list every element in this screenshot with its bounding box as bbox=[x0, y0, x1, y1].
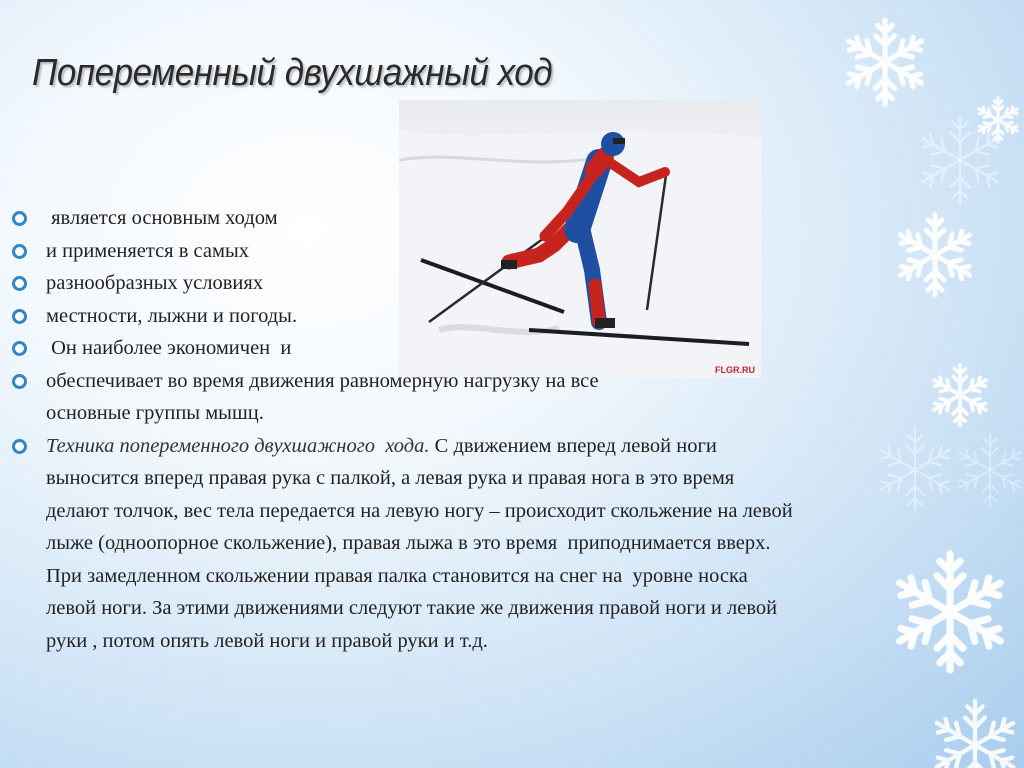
slide-body bbox=[12, 202, 797, 657]
bullet-circle-icon bbox=[12, 244, 27, 259]
bullet-item bbox=[12, 267, 797, 300]
slide-title: Попеременный двухшажный ход bbox=[32, 52, 553, 94]
bullet-item bbox=[12, 235, 797, 268]
bullet-circle-icon bbox=[12, 309, 27, 324]
bullet-text: Он наиболее экономичен и bbox=[46, 337, 292, 359]
technique-body: С движением вперед левой ноги выносится вперед правая рука с палкой, а левая рука и правая нога в это время делают толчок, вес тела передается на левую ногу – происходит скольжение на левой лыже (одноопорное скольжение), правая лыжа в это время приподнимается вверх. При замедленном скольжении правая палка становится на снег на уровне носка левой ноги. За этими движениями следуют такие же движения правой ноги и левой руки , потом опять левой ноги и правой руки и т.д. bbox=[46, 434, 798, 652]
bullet-item bbox=[12, 202, 797, 235]
technique-paragraph bbox=[46, 430, 797, 658]
bullet-item bbox=[12, 300, 797, 333]
bullet-circle-icon bbox=[12, 341, 27, 356]
bullet-circle-icon bbox=[12, 276, 27, 291]
bullet-text: разнообразных условиях bbox=[46, 272, 264, 294]
bullet-text: является основным ходом bbox=[46, 207, 278, 229]
bullet-circle-icon bbox=[12, 439, 27, 454]
bullet-item-technique bbox=[12, 430, 797, 658]
technique-heading: Техника попеременного двухшажного хода. bbox=[46, 434, 430, 457]
bullet-text: местности, лыжни и погоды. bbox=[46, 304, 298, 327]
bullet-text: обеспечивает во время движения равномерную нагрузку на все основные группы мышц. bbox=[46, 369, 599, 424]
bullet-item bbox=[12, 332, 797, 365]
photo-watermark: FLGR.RU bbox=[715, 365, 755, 375]
bullet-text: и применяется в самых bbox=[46, 239, 249, 262]
bullet-item bbox=[12, 365, 797, 430]
bullet-circle-icon bbox=[12, 211, 27, 226]
bullet-circle-icon bbox=[12, 374, 27, 389]
